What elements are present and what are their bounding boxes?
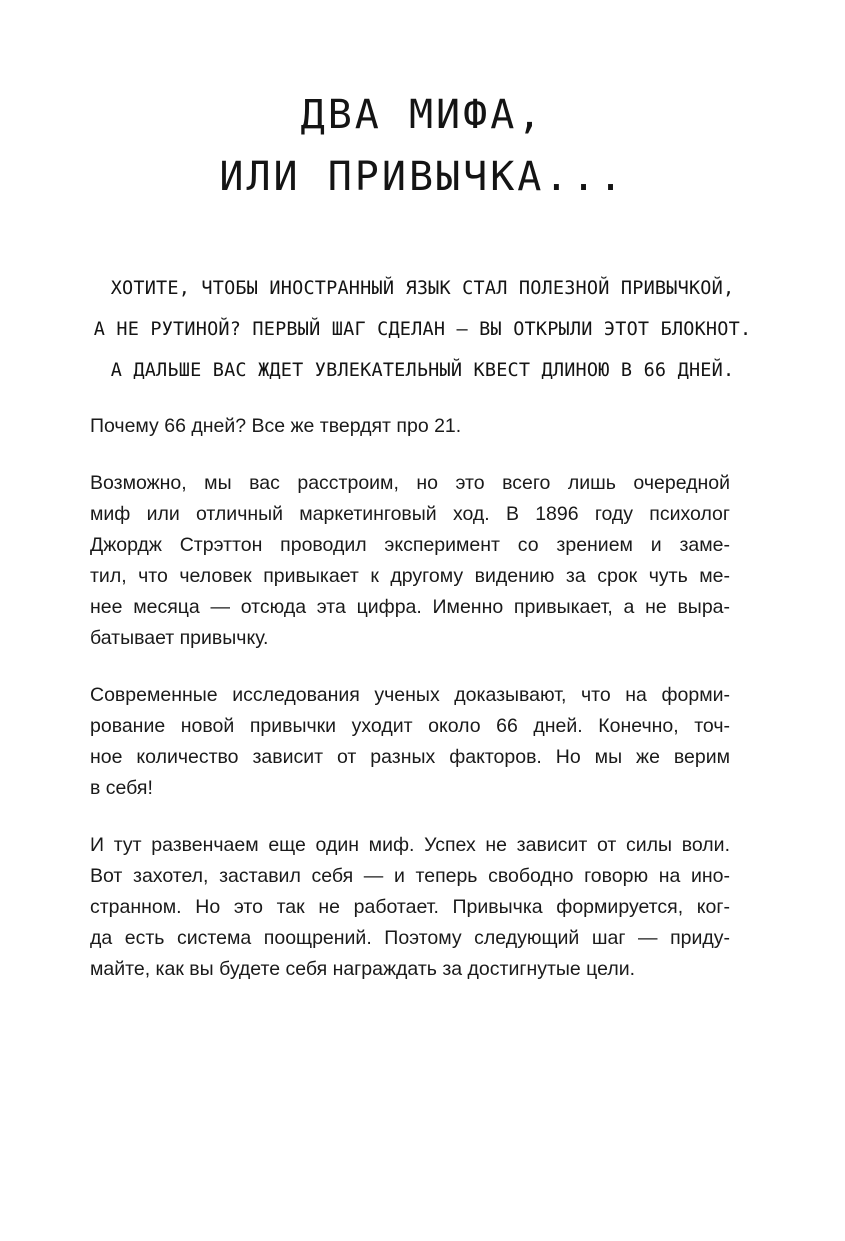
intro-block [60, 268, 785, 391]
paragraph-1 [90, 411, 730, 442]
text-line: тил, что человек привыкает к другому видению за срок чуть ме- [90, 565, 730, 587]
text-line: И тут развенчаем еще один миф. Успех не зависит от силы воли. [90, 834, 730, 856]
text-line: Возможно, мы вас расстроим, но это всего лишь очередной [90, 472, 730, 494]
text-line: батывает привычку. [90, 627, 269, 649]
text-line: рование новой привычки уходит около 66 дней. Конечно, точ- [90, 715, 730, 737]
body-text [90, 411, 730, 1011]
text-line: странном. Но это так не работает. Привычка формируется, ког- [90, 896, 730, 918]
text-line: ное количество зависит от разных факторов. Но мы же верим [90, 746, 730, 768]
page-title [0, 84, 845, 208]
text-line: миф или отличный маркетинговый ход. В 1896 году психолог [90, 503, 730, 525]
text-line: нее месяца — отсюда эта цифра. Именно привыкает, а не выра- [90, 596, 730, 618]
text-line: Почему 66 дней? Все же твердят про 21. [90, 415, 462, 437]
text-line: в себя! [90, 777, 153, 799]
intro-line-1: ХОТИТЕ, ЧТОБЫ ИНОСТРАННЫЙ ЯЗЫК СТАЛ ПОЛЕЗНОЙ ПРИВЫЧКОЙ, [110, 278, 735, 299]
title-line-2: ИЛИ ПРИВЫЧКА... [219, 154, 626, 200]
paragraph-3 [90, 680, 730, 804]
text-line: Джордж Стрэттон проводил эксперимент со зрением и заме- [90, 534, 730, 556]
text-line: Современные исследования ученых доказывают, что на форми- [90, 684, 730, 706]
paragraph-4 [90, 830, 730, 985]
intro-line-2: А НЕ РУТИНОЙ? ПЕРВЫЙ ШАГ СДЕЛАН – ВЫ ОТКРЫЛИ ЭТОТ БЛОКНОТ. [93, 319, 752, 340]
text-line: да есть система поощрений. Поэтому следующий шаг — приду- [90, 927, 730, 949]
title-line-1: ДВА МИФА, [300, 92, 545, 138]
text-line: Вот захотел, заставил себя — и теперь свободно говорю на ино- [90, 865, 730, 887]
text-line: майте, как вы будете себя награждать за достигнутые цели. [90, 958, 636, 980]
paragraph-2 [90, 468, 730, 654]
intro-line-3: А ДАЛЬШЕ ВАС ЖДЕТ УВЛЕКАТЕЛЬНЫЙ КВЕСТ ДЛИНОЮ В 66 ДНЕЙ. [110, 360, 735, 381]
